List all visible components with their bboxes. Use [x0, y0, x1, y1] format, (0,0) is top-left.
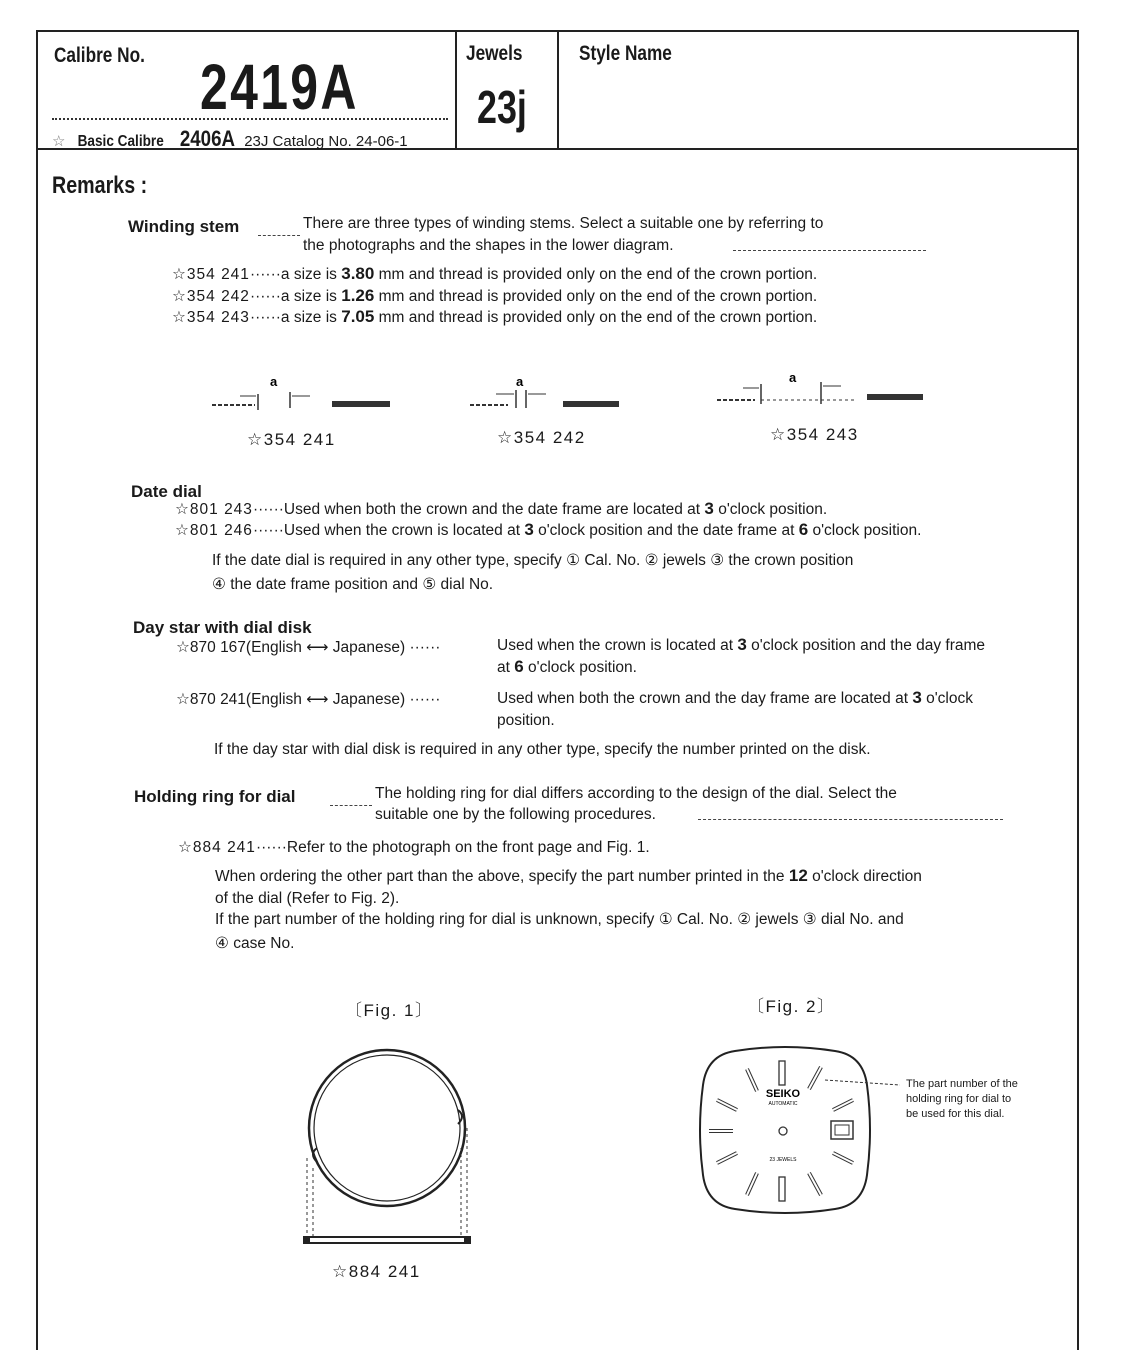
holding-ring-heading: Holding ring for dial [134, 787, 296, 806]
winding-stem-desc-2: the photographs and the shapes in the lower diagram. [303, 237, 674, 254]
leader-line [733, 242, 926, 260]
dial-brand: SEIKO [765, 1088, 801, 1100]
holding-ring-figure [295, 1048, 480, 1248]
basic-calibre-catalog: 23J Catalog No. 24-06-1 [244, 133, 408, 150]
date-dial-note-1: If the date dial is required in any other type, specify ① Cal. No. ② jewels ③ the crown position [212, 552, 854, 569]
item-text: o'clock [926, 690, 973, 707]
holding-ring-note-4: ④ case No. [215, 935, 295, 952]
bold-number: 3 [737, 635, 747, 654]
item-text: o'clock position. [718, 501, 828, 518]
part-number: ☆801 246 [175, 522, 253, 539]
fig1-title: 〔Fig. 1〕 [345, 1001, 434, 1020]
item-text: When ordering the other part than the above, specify the part number printed in the [215, 868, 785, 885]
winding-stem-diagram-2 [468, 372, 628, 412]
stem-caption-3: ☆354 243 [770, 425, 859, 444]
bold-number: 3 [704, 499, 714, 518]
holding-ring-note-3: If the part number of the holding ring for dial is unknown, specify ① Cal. No. ② jewels ③ dial No. and [215, 911, 904, 928]
part-number: ☆884 241 [178, 839, 256, 856]
item-text: Used when both the crown and the date frame are located at [283, 501, 701, 518]
leader-line [258, 227, 300, 245]
part-number: ☆354 243 [172, 309, 250, 326]
item-text: and thread is provided only on the end of the crown portion. [408, 266, 818, 283]
dimension-letter: a [516, 374, 524, 389]
bold-number: 6 [514, 657, 524, 676]
holding-ring-desc-2: suitable one by the following procedures. [375, 806, 656, 823]
leader-line [330, 797, 372, 815]
callout-line: be used for this dial. [906, 1108, 1005, 1120]
header-separator-1 [455, 30, 457, 148]
fig2-callout [906, 1077, 1018, 1122]
item-text: and thread is provided only on the end of the crown portion. [408, 309, 818, 326]
watch-dial-figure [695, 1045, 875, 1215]
part-number: ☆870 241(English ⟷ Japanese) [176, 691, 406, 708]
basic-calibre-line [52, 126, 408, 152]
calibre-label: Calibre No. [54, 44, 145, 67]
winding-stem-desc-1: There are three types of winding stems. Select a suitable one by referring to [303, 215, 824, 232]
date-dial-item: ☆801 246······Used when the crown is located at 3 o'clock position and the date frame at 6 o'clock position. [175, 520, 922, 539]
item-text: o'clock position. [528, 659, 637, 676]
stem-caption-2: ☆354 242 [497, 428, 586, 447]
callout-line: The part number of the [906, 1078, 1018, 1090]
star-icon: ☆ [52, 133, 66, 150]
day-star-note: If the day star with dial disk is required in any other type, specify the number printed on the disk. [214, 741, 871, 758]
bold-number: 6 [798, 520, 809, 539]
leader-line [698, 811, 1003, 829]
unit: mm [378, 288, 405, 305]
part-number: ☆354 242 [172, 288, 250, 305]
date-dial-note-2: ④ the date frame position and ⑤ dial No. [212, 576, 494, 593]
item-text: at [497, 659, 510, 676]
fig1-caption: ☆884 241 [332, 1262, 421, 1281]
size-value: 3.80 [341, 264, 375, 283]
stem-caption-1: ☆354 241 [247, 430, 336, 449]
size-value: 1.26 [341, 286, 375, 305]
winding-stem-heading: Winding stem [128, 217, 240, 236]
basic-calibre-number: 2406A [180, 126, 236, 151]
unit: mm [378, 309, 405, 326]
winding-stem-item: ☆354 243······a size is 7.05 mm and thread is provided only on the end of the crown portion. [172, 307, 818, 326]
day-star-item-line [497, 657, 637, 678]
item-text: a size is [280, 288, 337, 305]
style-name-label: Style Name [579, 42, 672, 65]
winding-stem-item: ☆354 242······a size is 1.26 mm and thread is provided only on the end of the crown portion. [172, 286, 818, 305]
item-text: o'clock position and the date frame at [538, 522, 795, 539]
callout-line: holding ring for dial to [906, 1093, 1012, 1105]
day-star-item-line [497, 688, 973, 709]
dial-jewels: 23 JEWELS [769, 1157, 797, 1163]
day-star-item-line [497, 635, 985, 656]
holding-ring-note-1 [215, 866, 922, 887]
bold-number: 3 [912, 688, 922, 707]
dimension-letter: a [789, 370, 797, 385]
item-text: and thread is provided only on the end of the crown portion. [408, 288, 818, 305]
fig2-title: 〔Fig. 2〕 [747, 997, 836, 1016]
item-text: a size is [280, 309, 337, 326]
item-text: o'clock position. [812, 522, 922, 539]
day-star-heading: Day star with dial disk [133, 618, 312, 637]
dimension-letter: a [270, 374, 278, 389]
unit: mm [378, 266, 405, 283]
winding-stem-diagram-1 [210, 372, 400, 412]
item-text: o'clock direction [812, 868, 922, 885]
date-dial-item: ☆801 243······Used when both the crown and the date frame are located at 3 o'clock position. [175, 499, 828, 518]
holding-ring-note-2: of the dial (Refer to Fig. 2). [215, 890, 400, 907]
holding-ring-item: ☆884 241······Refer to the photograph on the front page and Fig. 1. [178, 839, 650, 856]
day-star-item-part: ☆870 241(English ⟷ Japanese) ······ [176, 691, 441, 708]
size-value: 7.05 [341, 307, 375, 326]
bold-number: 12 [788, 866, 808, 885]
basic-calibre-label: Basic Calibre [77, 133, 164, 150]
part-number: ☆870 167(English ⟷ Japanese) [176, 639, 406, 656]
part-number: ☆801 243 [175, 501, 253, 518]
jewels-label: Jewels [466, 42, 523, 65]
item-text: Used when the crown is located at [497, 637, 734, 654]
date-dial-heading: Date dial [131, 482, 202, 501]
item-text: Used when both the crown and the day frame are located at [497, 690, 908, 707]
day-star-item-line: position. [497, 712, 555, 729]
winding-stem-diagram-3 [715, 370, 930, 410]
winding-stem-item: ☆354 241······a size is 3.80 mm and thread is provided only on the end of the crown portion. [172, 264, 818, 283]
part-number: ☆354 241 [172, 266, 250, 283]
header-separator-2 [557, 30, 559, 148]
bold-number: 3 [524, 520, 534, 539]
item-text: a size is [280, 266, 337, 283]
holding-ring-desc-1: The holding ring for dial differs according to the design of the dial. Select the [375, 785, 897, 802]
item-text: Used when the crown is located at [283, 522, 520, 539]
jewels-value: 23j [477, 81, 527, 133]
calibre-number: 2419A [200, 51, 359, 123]
remarks-title: Remarks : [52, 172, 148, 199]
item-text: Refer to the photograph on the front page and Fig. 1. [286, 839, 650, 856]
dial-subtitle: AUTOMATIC [768, 1101, 798, 1107]
item-text: o'clock position and the day frame [751, 637, 986, 654]
day-star-item-part: ☆870 167(English ⟷ Japanese) ······ [176, 639, 441, 656]
